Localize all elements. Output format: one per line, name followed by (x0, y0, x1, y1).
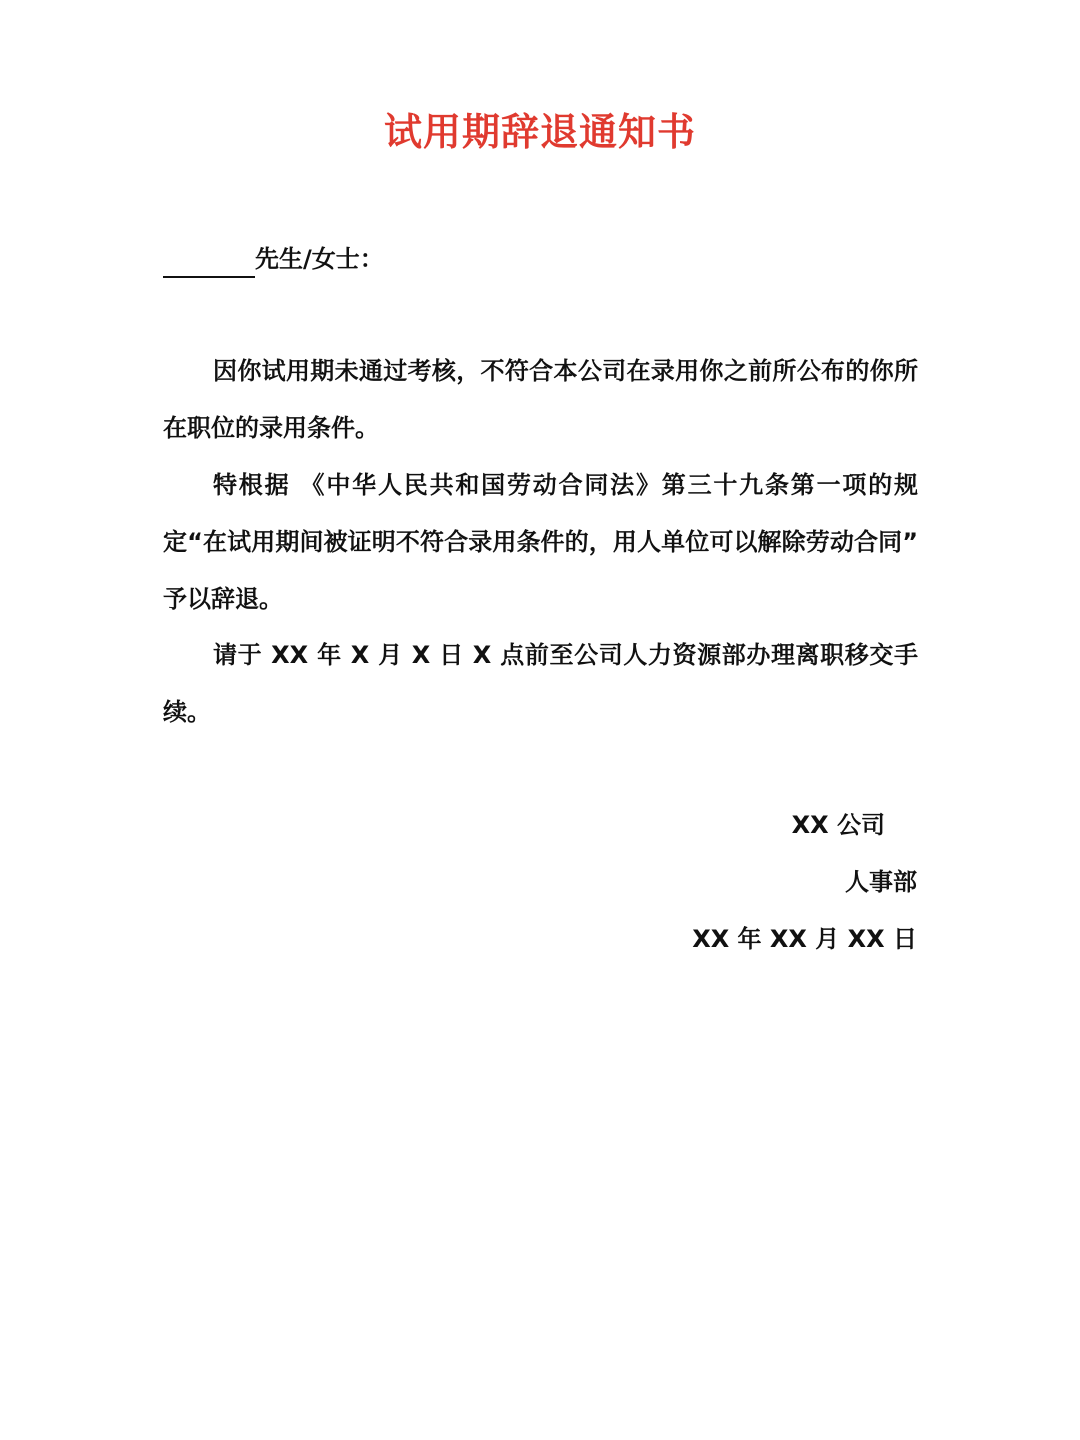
paragraph-3-text: 请于 XX 年 X 月 X 日 X 点前至公司人力资源部办理离职移交手续。 (163, 641, 918, 726)
signature-department: 人事部 (845, 868, 917, 896)
paragraph-1-text: 因你试用期未通过考核，不符合本公司在录用你之前所公布的你所在职位的录用条件。 (163, 357, 918, 442)
paragraph-2 (163, 457, 918, 628)
salutation (163, 240, 384, 278)
signature-company: XX 公司 (791, 811, 885, 839)
name-blank-line (163, 246, 255, 278)
paragraph-1 (163, 343, 918, 457)
paragraph-2-text: 特根据 《中华人民共和国劳动合同法》第三十九条第一项的规定“在试用期间被证明不符合录用条件的，用人单位可以解除劳动合同” 予以辞退。 (163, 471, 918, 613)
document-title: 试用期辞退通知书 (383, 110, 696, 154)
signature-date: XX 年 XX 月 XX 日 (692, 925, 917, 953)
paragraph-3 (163, 627, 918, 741)
salutation-text: 先生/女士： (255, 245, 384, 273)
